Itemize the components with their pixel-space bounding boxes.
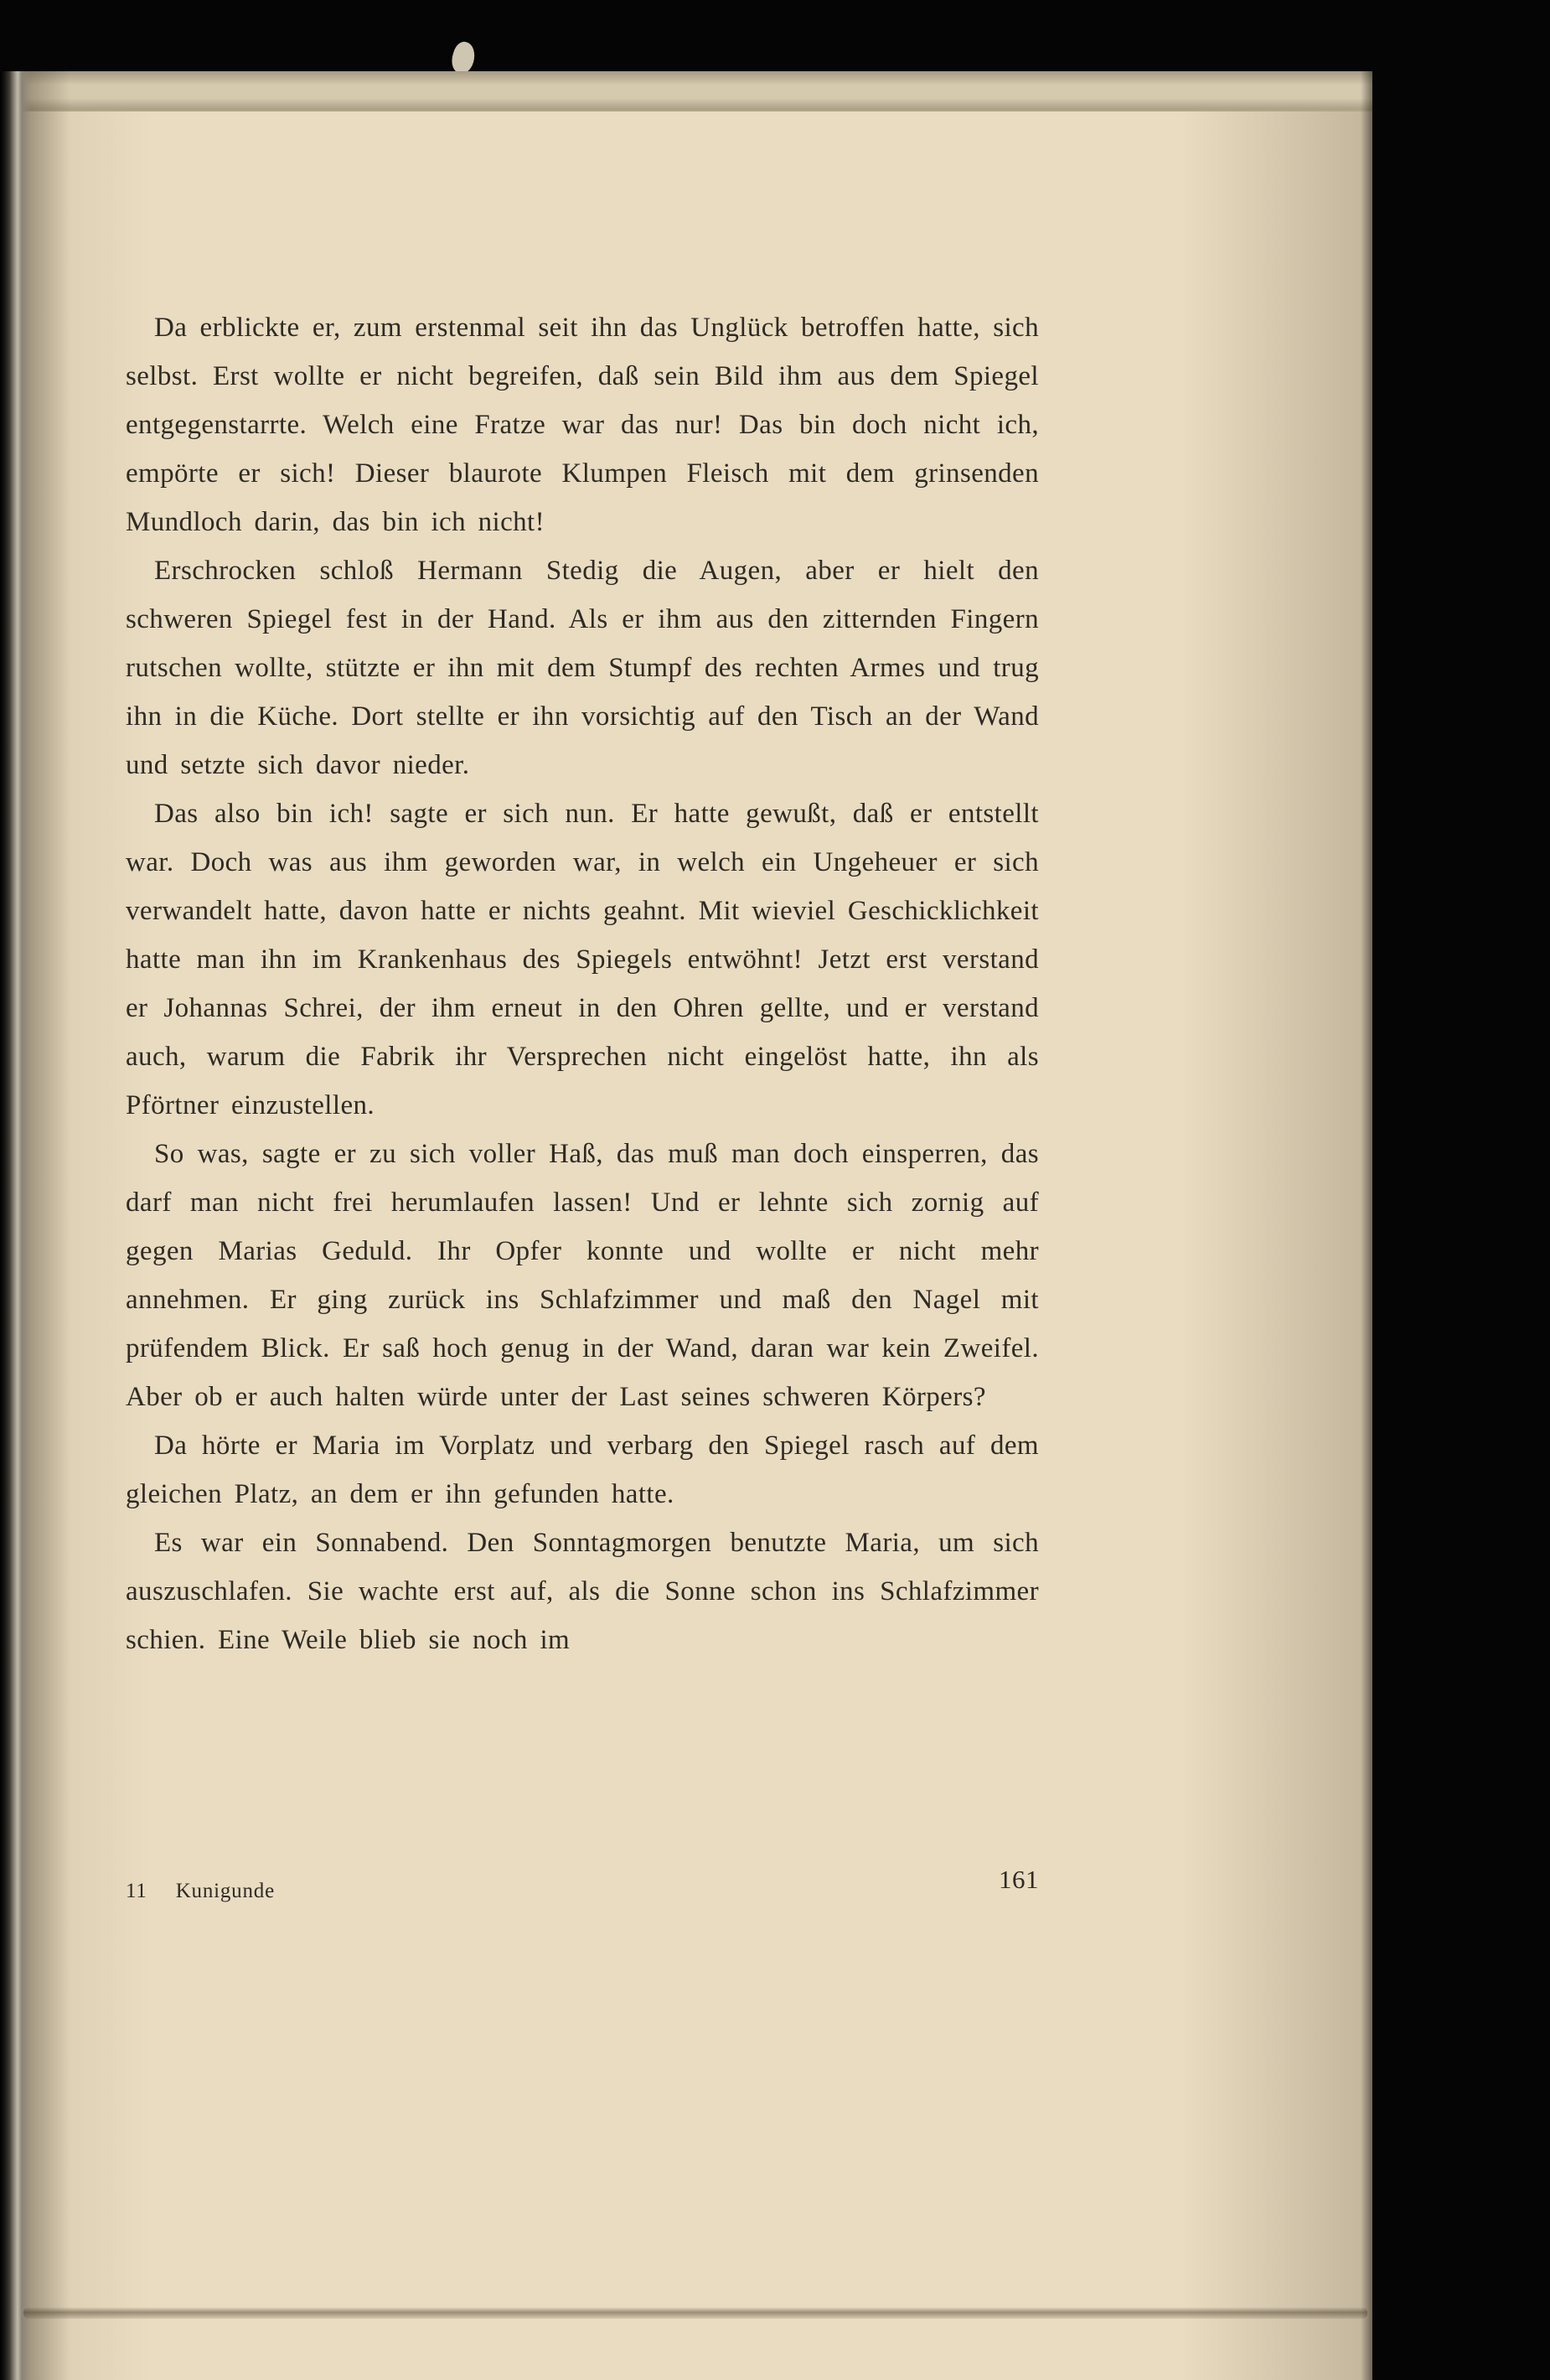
book-title: Kunigunde bbox=[175, 1880, 275, 1902]
binding-gutter-shadow bbox=[0, 71, 70, 2380]
page-right-edge-shadow bbox=[1361, 71, 1372, 2380]
signature-mark: 11 bbox=[126, 1880, 147, 1902]
paragraph-6: Es war ein Sonnabend. Den Sonntagmorgen benutzte Maria, um sich auszuschlafen. Sie wachte erst auf, als die Sonne schon ins Schlafzimmer schien. Eine Weile blieb sie noch im bbox=[126, 1528, 1039, 1655]
paragraph-5: Da hörte er Maria im Vorplatz und verbarg den Spiegel rasch auf dem gleichen Platz, an dem er ihn gefunden hatte. bbox=[126, 1431, 1039, 1509]
book-page bbox=[0, 71, 1372, 2380]
paragraph-2: Erschrocken schloß Hermann Stedig die Augen, aber er hielt den schweren Spiegel fest in der Hand. Als er ihm aus den zitternden Fingern rutschen wollte, stützte er ihn mit dem Stumpf des rechten Armes und trug ihn in die Küche. Dort stellte er ihn vorsichtig auf den Tisch an der Wand und setzte sich davor nieder. bbox=[126, 556, 1039, 780]
text-block bbox=[126, 303, 1039, 1664]
page-bottom-edge bbox=[23, 2307, 1367, 2319]
page-number: 161 bbox=[999, 1865, 1039, 1894]
paragraph-4: So was, sagte er zu sich voller Haß, das muß man doch einsperren, das darf man nicht frei herumlaufen lassen! Und er lehnte sich zornig auf gegen Marias Geduld. Ihr Opfer konnte und wollte er nicht mehr annehmen. Er ging zurück ins Schlafzimmer und maß den Nagel mit prüfendem Blick. Er saß hoch genug in der Wand, daran war kein Zweifel. Aber ob er auch halten würde unter der Last seines schweren Körpers? bbox=[126, 1139, 1039, 1412]
page-top-edge bbox=[0, 71, 1372, 111]
running-footer bbox=[126, 1880, 1039, 1903]
paragraph-3: Das also bin ich! sagte er sich nun. Er hatte gewußt, daß er entstellt war. Doch was aus ihm geworden war, in welch ein Ungeheuer er sich verwandelt hatte, davon hatte er nichts geahnt. Mit wieviel Geschicklichkeit hatte man ihn im Krankenhaus des Spiegels entwöhnt! Jetzt erst verstand er Johannas Schrei, der ihm erneut in den Ohren gellte, und er verstand auch, warum die Fabrik ihr Versprechen nicht eingelöst hatte, ihn als Pförtner einzustellen. bbox=[126, 799, 1039, 1120]
paragraph-1: Da erblickte er, zum erstenmal seit ihn das Unglück betroffen hatte, sich selbst. Erst wollte er nicht begreifen, daß sein Bild ihm aus dem Spiegel entgegenstarrte. Welch eine Fratze war das nur! Das bin doch nicht ich, empörte er sich! Dieser blaurote Klumpen Fleisch mit dem grinsenden Mundloch darin, das bin ich nicht! bbox=[126, 313, 1039, 537]
